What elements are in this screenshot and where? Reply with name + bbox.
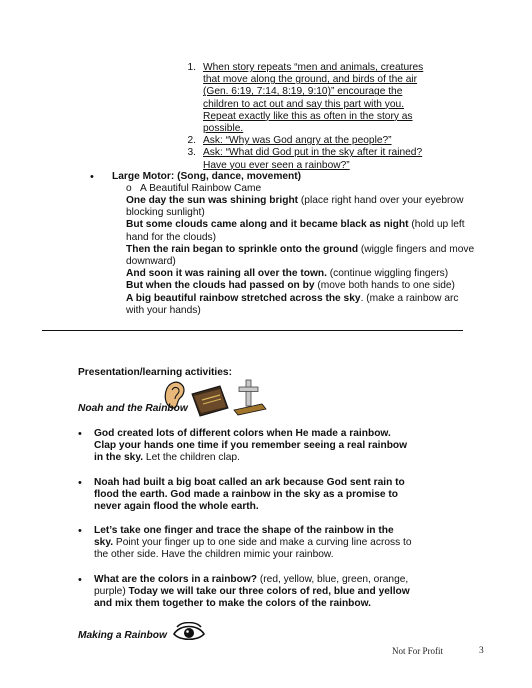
bullet-bold: Today we will take our three colors of red, blue and yellow	[128, 586, 410, 598]
bullet-bold: never again flood the whole earth.	[94, 501, 259, 513]
list-number: 1.	[187, 62, 196, 73]
eye-icon	[172, 622, 206, 642]
bullet-dot: •	[78, 477, 82, 489]
bullet-text	[94, 574, 434, 611]
bullet-dot: •	[78, 428, 82, 440]
bullet-bold: sky.	[94, 537, 114, 549]
lyric-bold: A big beautiful rainbow stretched across the sky	[126, 292, 361, 304]
bullet-plain: purple)	[94, 586, 129, 598]
numbered-list	[188, 62, 438, 172]
lyric-bold: And soon it was raining all over the town.	[126, 268, 327, 280]
bullet-text	[94, 525, 434, 562]
lyric-line	[126, 293, 491, 305]
lyric-line	[126, 232, 491, 244]
bullet-bold: Clap your hands one time if you remember seeing a real rainbow	[94, 440, 408, 452]
lyric-action: . (make a rainbow arc	[360, 292, 459, 304]
lyric-line	[126, 219, 491, 231]
lyric-bold: But some clouds came along and it became black as night	[126, 219, 409, 231]
list-line: Ask: “Why was God angry at the people?”	[203, 135, 392, 147]
bullet-dot: •	[78, 574, 82, 586]
list-line: Repeat exactly like this as often in the story as	[203, 110, 413, 122]
list-line: When story repeats “men and animals, creatures	[203, 62, 424, 73]
noah-subheading: Noah and the Rainbow	[78, 403, 188, 414]
lyric-action: blocking sunlight)	[126, 207, 205, 219]
bullet-bold: What are the colors in a rainbow?	[94, 574, 258, 585]
lyric-line	[126, 268, 491, 280]
section-divider	[42, 330, 463, 331]
bullet-bold: flood the earth. God made a rainbow in the sky as a promise to	[94, 489, 398, 501]
lyric-line	[126, 256, 491, 268]
lyric-line	[126, 244, 491, 256]
page-number: 3	[479, 646, 484, 656]
lyric-action: downward)	[126, 256, 176, 268]
bullet-text	[94, 428, 434, 465]
lyric-action: (continue wiggling fingers)	[326, 268, 449, 280]
presentation-heading: Presentation/learning activities:	[78, 367, 232, 378]
bullet-dot: •	[90, 171, 94, 183]
list-line: children to act out and say this part with you.	[203, 98, 405, 110]
bullet-text	[94, 477, 434, 514]
bullet-bold: and mix them together to make the colors of the rainbow.	[94, 598, 371, 610]
list-text	[203, 62, 438, 135]
lyric-action: (place right hand over your eyebrow	[298, 195, 464, 206]
bullet-bold: in the sky.	[94, 452, 144, 464]
song-lyrics	[126, 195, 491, 317]
list-number: 2.	[187, 135, 196, 147]
bullet-bold: Noah had built a big boat called an ark because God sent rain to	[94, 477, 405, 488]
list-line: (Gen. 6:19, 7:14, 8:19, 9:10)” encourage the	[203, 86, 403, 98]
lyric-bold: But when the clouds had passed on by	[126, 280, 315, 292]
bible-icon	[192, 386, 228, 416]
sub-bullet-marker: o	[126, 183, 132, 194]
bullet-bold: Let’s take one finger and trace the shape of the rainbow in the	[94, 525, 394, 536]
lyric-line	[126, 195, 491, 207]
list-text	[203, 147, 438, 171]
lyric-line	[126, 305, 491, 317]
list-line: Ask: “What did God put in the sky after it rained?	[203, 147, 423, 159]
footer-text: Not For Profit	[392, 646, 444, 656]
lyric-line	[126, 207, 491, 219]
large-motor-heading: Large Motor: (Song, dance, movement)	[112, 171, 302, 182]
list-number: 3.	[187, 147, 196, 159]
bullet-dot: •	[78, 525, 82, 537]
song-title: A Beautiful Rainbow Came	[140, 183, 262, 194]
bullet-plain: Let the children clap.	[143, 452, 240, 464]
lyric-line	[126, 280, 491, 292]
lyric-bold: Then the rain began to sprinkle onto the ground	[126, 243, 359, 255]
making-rainbow-heading: Making a Rainbow	[78, 630, 167, 641]
list-line: that move along the ground, and birds of the air	[203, 74, 418, 86]
lyric-action: (move both hands to one side)	[314, 280, 455, 292]
list-item	[188, 62, 438, 135]
lyric-action: (wiggle fingers and move	[358, 243, 475, 255]
lyric-bold: One day the sun was shining bright	[126, 195, 299, 206]
bullet-bold: God created lots of different colors when He made a rainbow.	[94, 428, 391, 439]
list-text	[203, 135, 438, 147]
cross-icon	[234, 380, 266, 415]
lyric-action: hand for the clouds)	[126, 231, 217, 243]
bullet-plain: Point your finger up to one side and make a curving line across to	[113, 537, 412, 549]
list-item	[188, 147, 438, 171]
list-item	[188, 135, 438, 147]
list-line: Have you ever seen a rainbow?”	[203, 159, 350, 171]
bullet-plain: (red, yellow, blue, green, orange,	[257, 574, 409, 585]
list-line: possible.	[203, 123, 244, 135]
lyric-action: with your hands)	[126, 304, 201, 316]
bullet-plain: the other side. Have the children mimic your rainbow.	[94, 549, 334, 561]
lyric-action: (hold up left	[408, 219, 465, 231]
